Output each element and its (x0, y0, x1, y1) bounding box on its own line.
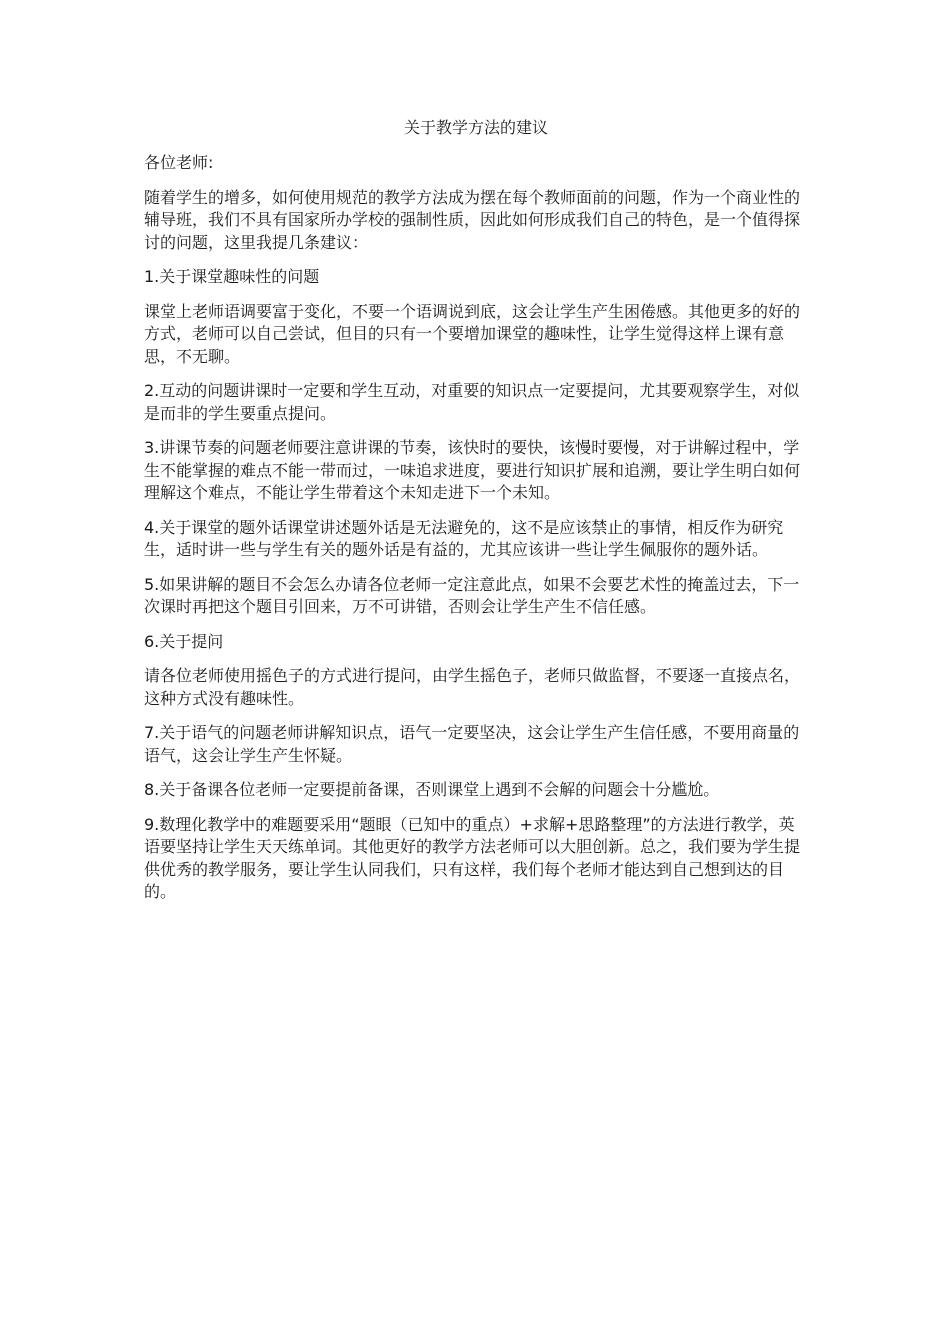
document-page (144, 116, 808, 916)
section-heading-6: 6.关于提问 (144, 631, 224, 651)
section-4: 4.关于课堂的题外话课堂讲述题外话是无法避免的，这不是应该禁止的事情，相反作为研究生，适时讲一些与学生有关的题外话是有益的，尤其应该讲一些让学生佩服你的题外话。 (144, 517, 784, 559)
salutation: 各位老师: (144, 153, 214, 172)
intro-paragraph: 随着学生的增多，如何使用规范的教学方法成为摆在每个教师面前的问题，作为一个商业性的辅导班，我们不具有国家所办学校的强制性质，因此如何形成我们自己的特色，是一个值得探讨的问题，这里我提几条建议： (144, 187, 801, 252)
section-7: 7.关于语气的问题老师讲解知识点，语气一定要坚决，这会让学生产生信任感，不要用商量的语气，这会让学生产生怀疑。 (144, 723, 800, 765)
section-5: 5.如果讲解的题目不会怎么办请各位老师一定注意此点，如果不会要艺术性的掩盖过去，下一次课时再把这个题目引回来，万不可讲错，否则会让学生产生不信任感。 (144, 574, 800, 616)
section-3: 3.讲课节奏的问题老师要注意讲课的节奏，该快时的要快，该慢时要慢，对于讲解过程中，学生不能掌握的难点不能一带而过，一味追求进度，要进行知识扩展和追溯，要让学生明白如何理解这个难点，不能让学生带着这个未知走进下一个未知。 (144, 438, 801, 502)
section-body-1: 课堂上老师语调要富于变化，不要一个语调说到底，这会让学生产生困倦感。其他更多的好的方式，老师可以自己尝试，但目的只有一个要增加课堂的趣味性，让学生觉得这样上课有意思，不无聊。 (144, 301, 801, 366)
document-title: 关于教学方法的建议 (403, 118, 548, 137)
section-8: 8.关于备课各位老师一定要提前备课，否则课堂上遇到不会解的问题会十分尴尬。 (144, 780, 720, 799)
section-2: 2.互动的问题讲课时一定要和学生互动，对重要的知识点一定要提问，尤其要观察学生，对似是而非的学生要重点提问。 (144, 381, 800, 423)
section-9: 9.数理化教学中的难题要采用“题眼（已知中的重点）+求解+思路整理”的方法进行教学，英语要坚持让学生天天练单词。其他更好的教学方法老师可以大胆创新。总之，我们要为学生提供优秀的教学服务，要让学生认同我们，只有这样，我们每个老师才能达到自己想到达的目的。 (144, 814, 801, 901)
section-body-6: 请各位老师使用摇色子的方式进行提问，由学生摇色子，老师只做监督，不要逐一直接点名，这种方式没有趣味性。 (144, 666, 801, 708)
section-heading-1: 1.关于课堂趣味性的问题 (144, 267, 320, 286)
